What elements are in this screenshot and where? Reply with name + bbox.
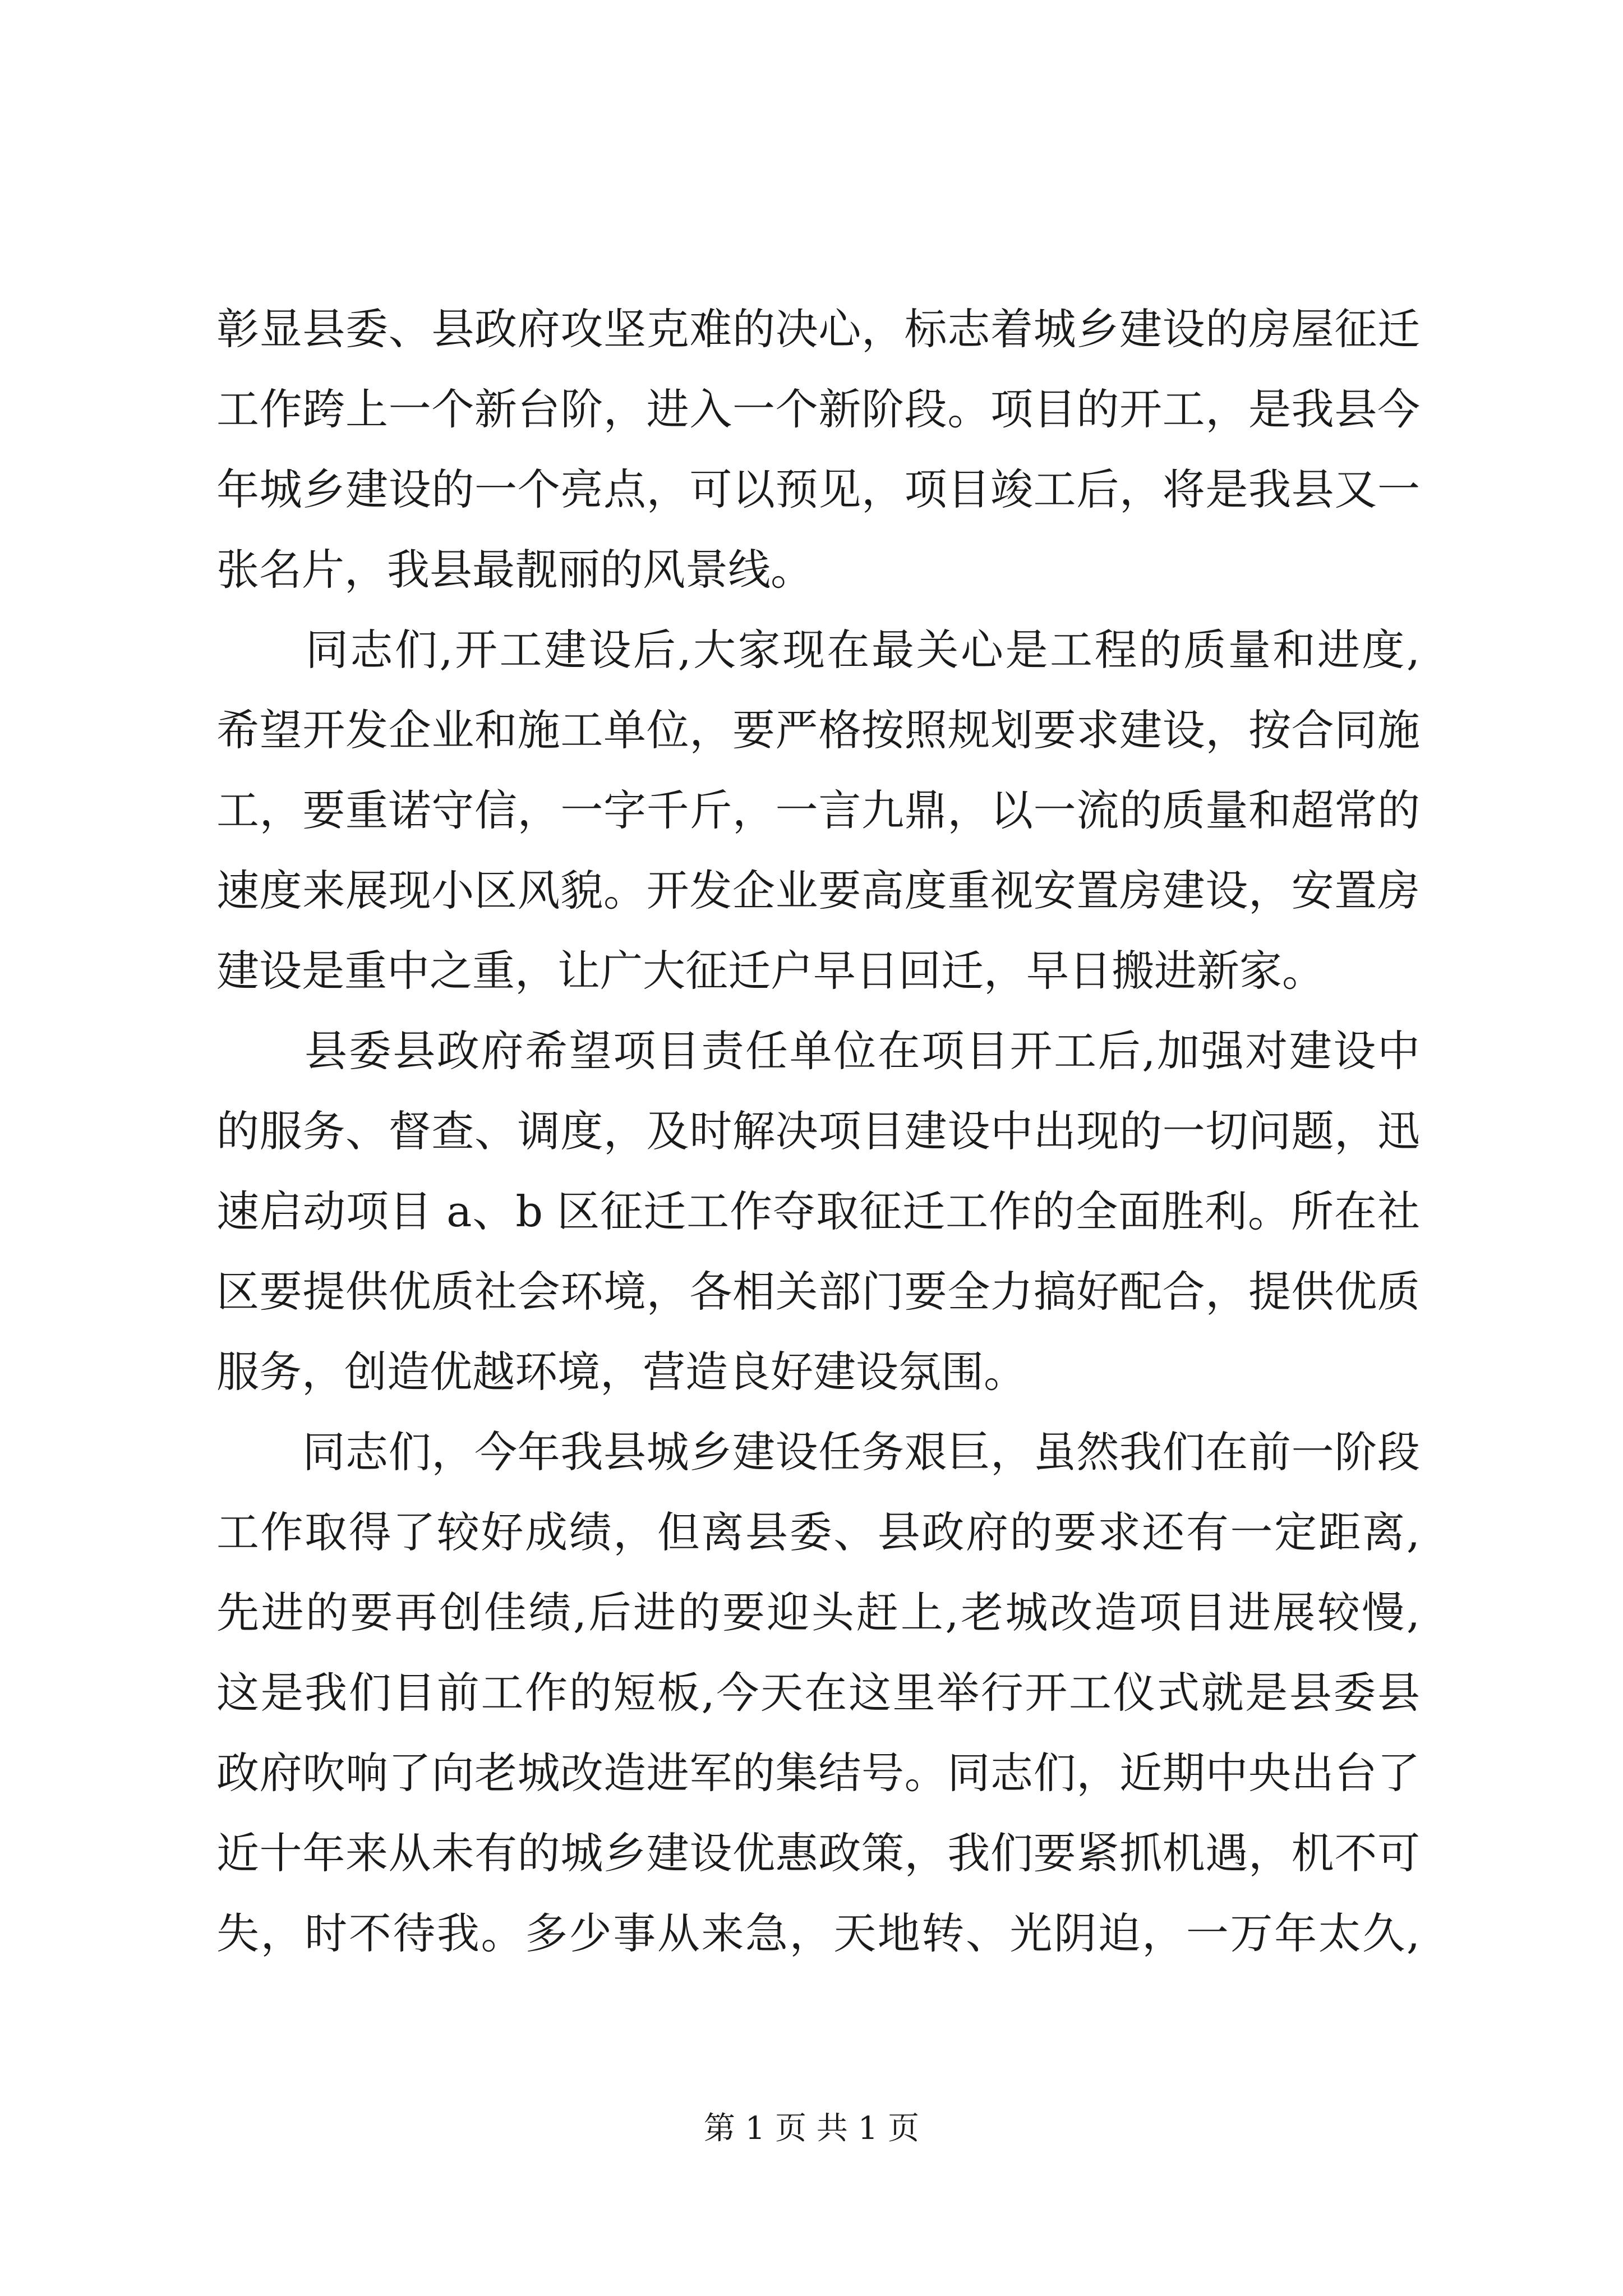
text-line: 工作跨上一个新台阶，进入一个新阶段。项目的开工，是我县今 [216,384,1420,434]
text-line: 工作取得了较好成绩，但离县委、县政府的要求还有一定距离, [216,1507,1420,1557]
page-footer: 第 1 页 共 1 页 [703,2110,920,2147]
text-line: 速度来展现小区风貌。开发企业要高度重视安置房建设，安置房 [216,866,1420,915]
text-line: 同志们，今年我县城乡建设任务艰巨，虽然我们在前一阶段 [216,1427,1420,1477]
text-line: 工，要重诺守信，一字千斤，一言九鼎，以一流的质量和超常的 [216,785,1420,835]
text-line: 先进的要再创佳绩,后进的要迎头赶上,老城改造项目进展较慢, [216,1588,1420,1637]
text-line: 失，时不待我。多少事从来急，天地转、光阴迫，一万年太久, [216,1908,1420,1958]
text-line: 县委县政府希望项目责任单位在项目开工后,加强对建设中 [216,1026,1420,1076]
text-line: 近十年来从未有的城乡建设优惠政策，我们要紧抓机遇，机不可 [216,1828,1420,1878]
text-line: 这是我们目前工作的短板,今天在这里举行开工仪式就是县委县 [216,1668,1420,1718]
text-line: 政府吹响了向老城改造进军的集结号。同志们，近期中央出台了 [216,1748,1420,1798]
document-body [216,289,1420,1973]
text-line: 建设是重中之重，让广大征迁户早日回迁，早日搬进新家。 [216,946,1325,996]
text-line: 张名片，我县最靓丽的风景线。 [216,545,813,595]
text-line: 服务，创造优越环境，营造良好建设氛围。 [216,1347,1026,1397]
text-line: 彰显县委、县政府攻坚克难的决心，标志着城乡建设的房屋征迁 [216,304,1420,354]
text-line: 的服务、督查、调度，及时解决项目建设中出现的一切问题，迅 [216,1106,1420,1156]
text-line: 希望开发企业和施工单位，要严格按照规划要求建设，按合同施 [216,705,1420,755]
text-line: 年城乡建设的一个亮点，可以预见，项目竣工后，将是我县又一 [216,464,1420,514]
text-line: 同志们,开工建设后,大家现在最关心是工程的质量和进度, [216,625,1420,675]
text-line: 速启动项目 a、b 区征迁工作夺取征迁工作的全面胜利。所在社 [216,1186,1420,1236]
text-line: 区要提供优质社会环境，各相关部门要全力搞好配合，提供优质 [216,1267,1420,1317]
